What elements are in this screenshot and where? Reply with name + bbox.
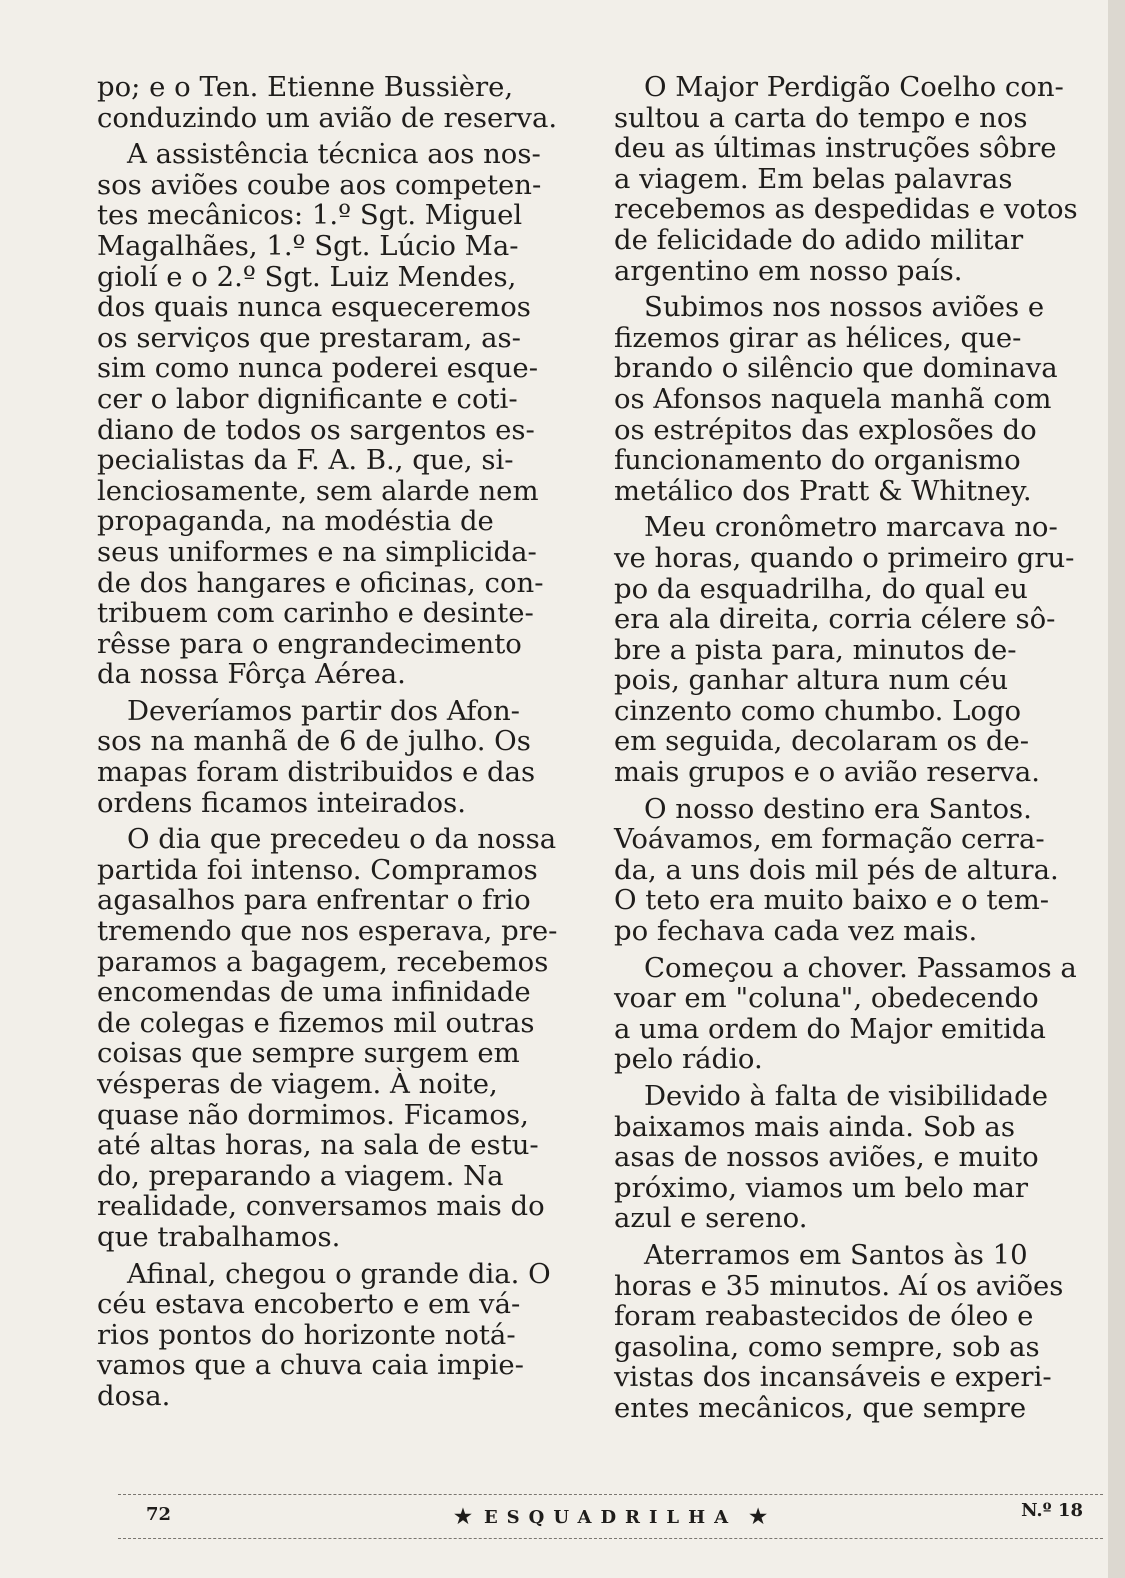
left-column: [97, 72, 585, 1418]
text-line: coisas que sempre surgem em: [97, 1037, 520, 1070]
text-line: a viagem. Em belas palavras: [614, 162, 1013, 195]
text-line: propaganda, na modéstia de: [97, 505, 494, 538]
text-line: Subimos nos nossos aviões e: [644, 291, 1045, 324]
page-footer: [118, 1490, 1103, 1550]
text-line: brando o silêncio que dominava: [614, 352, 1058, 385]
text-line: em seguida, decolaram os de-: [614, 725, 1030, 758]
text-line: de felicidade do adido militar: [614, 223, 1024, 256]
text-line: rêsse para o engrandecimento: [97, 627, 522, 660]
magazine-title-line: [118, 1504, 1103, 1528]
text-line: próximo, viamos um belo mar: [614, 1171, 1029, 1204]
text-line: ordens ficamos inteirados.: [97, 786, 466, 819]
paragraph: [614, 953, 1108, 1075]
text-line: metálico dos Pratt & Whitney.: [614, 474, 1032, 507]
paragraph: [614, 72, 1108, 286]
text-line: O Major Perdigão Coelho con-: [644, 71, 1064, 103]
star-icon: ★: [454, 1504, 472, 1528]
text-line: cer o labor dignificante e coti-: [97, 382, 518, 415]
text-line: de dos hangares e oficinas, con-: [97, 566, 544, 599]
text-line: os Afonsos naquela manhã com: [614, 382, 1052, 415]
text-line: vistas dos incansáveis e experi-: [614, 1361, 1052, 1394]
paragraph: [97, 696, 585, 818]
text-line: diano de todos os sargentos es-: [97, 413, 535, 446]
paragraph: [97, 1259, 585, 1412]
text-line: O teto era muito baixo e o tem-: [614, 884, 1050, 917]
text-line: tribuem com carinho e desinte-: [97, 597, 534, 630]
text-line: horas e 35 minutos. Aí os aviões: [614, 1269, 1064, 1302]
text-line: voar em "coluna", obedecendo: [614, 982, 1039, 1015]
page-number: 72: [146, 1504, 172, 1525]
page-edge: [1108, 0, 1125, 1578]
text-line: da, a uns dois mil pés de altura.: [614, 853, 1059, 886]
text-line: a uma ordem do Major emitida: [614, 1012, 1046, 1045]
text-line: baixamos mais ainda. Sob as: [614, 1110, 1015, 1143]
text-line: cinzento como chumbo. Logo: [614, 694, 1022, 727]
text-line: dos quais nunca esqueceremos: [97, 291, 531, 324]
text-line: O nosso destino era Santos.: [644, 792, 1032, 825]
text-line: ve horas, quando o primeiro gru-: [614, 541, 1075, 574]
paragraph: [97, 72, 585, 133]
paragraph: [614, 1240, 1108, 1424]
text-line: do, preparando a viagem. Na: [97, 1159, 504, 1192]
footer-rule-top: [118, 1494, 1103, 1501]
paragraph: [614, 1081, 1108, 1234]
text-line: quase não dormimos. Ficamos,: [97, 1098, 529, 1131]
text-line: que trabalhamos.: [97, 1220, 341, 1253]
text-line: tes mecânicos: 1.º Sgt. Miguel: [97, 199, 523, 232]
text-line: azul e sereno.: [614, 1202, 808, 1235]
text-line: A assistência técnica aos nos-: [127, 138, 541, 171]
text-line: dosa.: [97, 1379, 171, 1412]
magazine-title: ESQUADRILHA: [483, 1507, 738, 1528]
star-icon: ★: [749, 1504, 767, 1528]
text-line: recebemos as despedidas e votos: [614, 193, 1078, 226]
text-line: céu estava encoberto e em vá-: [97, 1288, 521, 1321]
text-line: Começou a chover. Passamos a: [644, 951, 1077, 984]
text-line: de colegas e fizemos mil outras: [97, 1006, 535, 1039]
text-line: po fechava cada vez mais.: [614, 915, 978, 948]
text-line: Voávamos, em formação cerra-: [614, 823, 1045, 856]
text-line: mapas foram distribuidos e das: [97, 756, 536, 789]
text-line: funcionamento do organismo: [614, 444, 1021, 477]
text-line: entes mecânicos, que sempre: [614, 1391, 1027, 1424]
text-line: mais grupos e o avião reserva.: [614, 756, 1040, 789]
text-line: foram reabastecidos de óleo e: [614, 1300, 1034, 1333]
text-line: pelo rádio.: [614, 1043, 763, 1076]
text-line: O dia que precedeu o da nossa: [127, 823, 557, 856]
text-line: era ala direita, corria célere sô-: [614, 603, 1056, 636]
text-line: lenciosamente, sem alarde nem: [97, 474, 539, 507]
text-line: sos na manhã de 6 de julho. Os: [97, 725, 531, 758]
text-line: asas de nossos aviões, e muito: [614, 1141, 1039, 1174]
text-line: rios pontos do horizonte notá-: [97, 1318, 516, 1351]
text-line: Deveríamos partir dos Afon-: [127, 694, 520, 727]
text-line: po; e o Ten. Etienne Bussière,: [97, 71, 514, 103]
text-line: sultou a carta do tempo e nos: [614, 101, 1028, 134]
text-line: os serviços que prestaram, as-: [97, 321, 521, 354]
text-line: deu as últimas instruções sôbre: [614, 132, 1057, 165]
text-line: sos aviões coube aos competen-: [97, 168, 542, 201]
issue-number: N.º 18: [1021, 1500, 1083, 1521]
paragraph: [97, 139, 585, 690]
text-line: po da esquadrilha, do qual eu: [614, 572, 1028, 605]
text-line: fizemos girar as hélices, que-: [614, 321, 1022, 354]
text-line: Devido à falta de visibilidade: [644, 1080, 1048, 1112]
paragraph: [97, 824, 585, 1252]
text-line: os estrépitos das explosões do: [614, 413, 1037, 446]
text-line: gasolina, como sempre, sob as: [614, 1330, 1040, 1363]
paragraph: [614, 292, 1108, 506]
text-line: pecialistas da F. A. B., que, si-: [97, 444, 514, 477]
text-line: da nossa Fôrça Aérea.: [97, 658, 406, 691]
text-line: seus uniformes e na simplicida-: [97, 535, 537, 568]
text-line: conduzindo um avião de reserva.: [97, 101, 558, 134]
paragraph: [614, 794, 1108, 947]
text-line: pois, ganhar altura num céu: [614, 664, 1009, 697]
text-line: giolí e o 2.º Sgt. Luiz Mendes,: [97, 260, 517, 293]
text-line: agasalhos para enfrentar o frio: [97, 884, 531, 917]
text-line: argentino em nosso país.: [614, 254, 963, 287]
text-line: encomendas de uma infinidade: [97, 976, 531, 1009]
text-line: tremendo que nos esperava, pre-: [97, 915, 558, 948]
text-line: Aterramos em Santos às 10: [644, 1238, 1028, 1271]
paragraph: [614, 512, 1108, 787]
text-line: bre a pista para, minutos de-: [614, 633, 1017, 666]
text-line: vamos que a chuva caia impie-: [97, 1349, 524, 1382]
text-line: realidade, conversamos mais do: [97, 1190, 545, 1223]
text-line: Afinal, chegou o grande dia. O: [127, 1257, 551, 1290]
text-line: vésperas de viagem. À noite,: [97, 1068, 498, 1100]
text-line: até altas horas, na sala de estu-: [97, 1129, 539, 1162]
footer-rule-bottom: [118, 1538, 1103, 1545]
text-line: Magalhães, 1.º Sgt. Lúcio Ma-: [97, 229, 519, 262]
text-line: sim como nunca poderei esque-: [97, 352, 538, 385]
right-column: [614, 72, 1108, 1430]
text-line: paramos a bagagem, recebemos: [97, 945, 549, 978]
text-line: Meu cronômetro marcava no-: [644, 511, 1058, 544]
text-line: partida foi intenso. Compramos: [97, 853, 538, 886]
